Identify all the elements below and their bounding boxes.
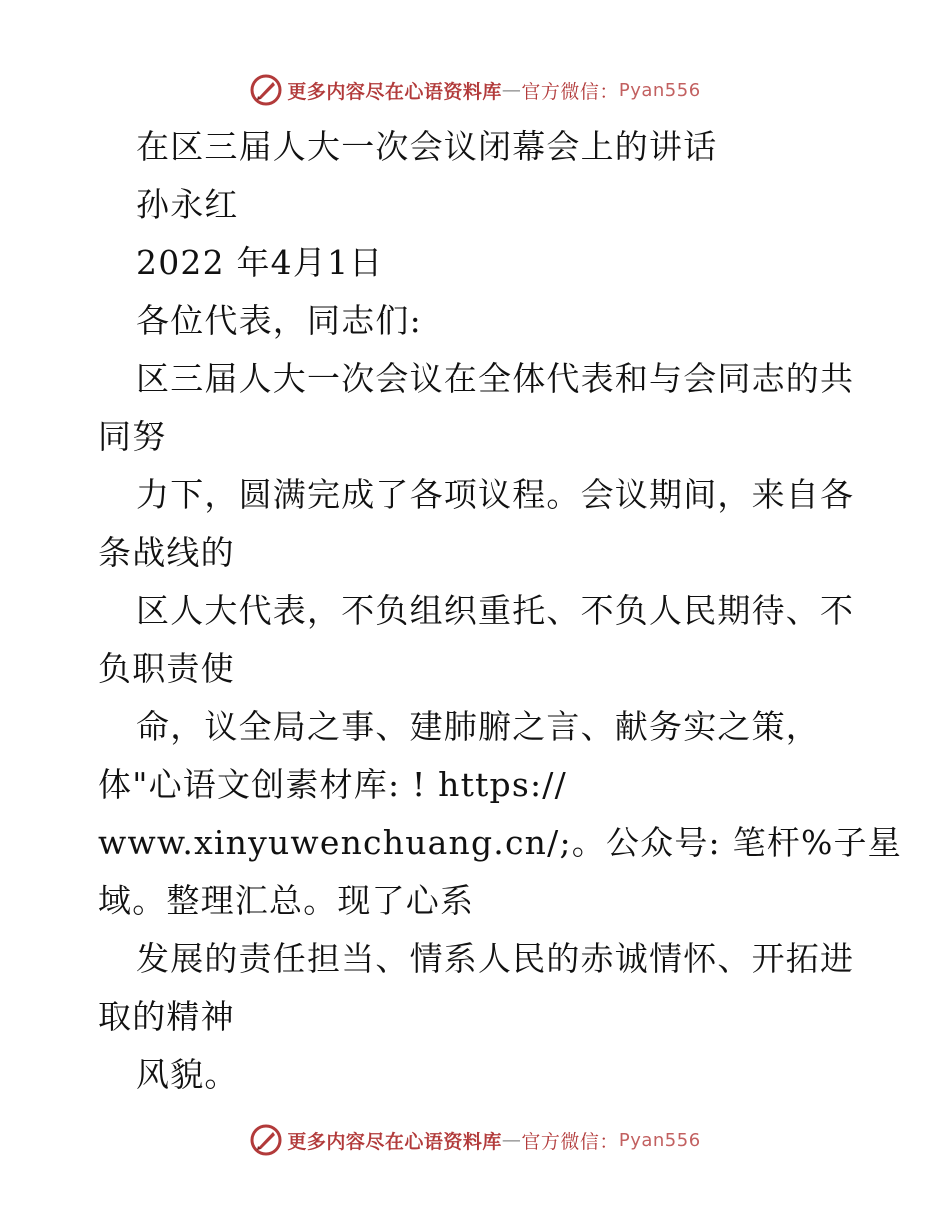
paragraph-line: 负职责使 [98, 649, 235, 688]
watermark-dash: — [501, 1129, 522, 1151]
paragraph-line: 发展的责任担当、情系人民的赤诚情怀、开拓进 [136, 939, 855, 978]
watermark-wechat-id: Pyan556 [618, 79, 701, 101]
paragraph-line: 风貌。 [136, 1055, 239, 1094]
paragraph-line: 体"心语文创素材库: ! https:// [98, 765, 567, 804]
paragraph-line: 区人大代表，不负组织重托、不负人民期待、不 [136, 591, 855, 630]
watermark-main-text: 更多内容尽在心语资料库 [287, 1130, 502, 1153]
watermark-main-text: 更多内容尽在心语资料库 [287, 80, 502, 103]
watermark-header [0, 70, 950, 110]
paragraph-line: 条战线的 [98, 533, 235, 572]
watermark-footer [0, 1120, 950, 1160]
document-title: 在区三届人大一次会议闭幕会上的讲话 [136, 127, 718, 166]
paragraph-line: 取的精神 [98, 997, 235, 1036]
paragraph-line: 区三届人大一次会议在全体代表和与会同志的共 [136, 359, 855, 398]
document-salutation: 各位代表，同志们: [136, 301, 422, 340]
document-date: 2022 年4月1日 [136, 243, 384, 282]
quill-logo-icon [249, 1123, 283, 1157]
watermark-wechat-label: 官方微信： [521, 1130, 619, 1153]
paragraph-line: 命，议全局之事、建肺腑之言、献务实之策， [136, 707, 820, 746]
paragraph-line: 域。整理汇总。现了心系 [98, 881, 475, 920]
paragraph-line: 同努 [98, 417, 167, 456]
document-author: 孙永红 [136, 185, 239, 224]
watermark-wechat-label: 官方微信： [521, 80, 619, 103]
watermark-wechat-id: Pyan556 [618, 1129, 701, 1151]
quill-logo-icon [249, 73, 283, 107]
paragraph-line: 力下，圆满完成了各项议程。会议期间，来自各 [136, 475, 855, 514]
paragraph-line: www.xinyuwenchuang.cn/;。公众号: 笔杆%子星 [98, 823, 902, 862]
watermark-dash: — [501, 79, 522, 101]
